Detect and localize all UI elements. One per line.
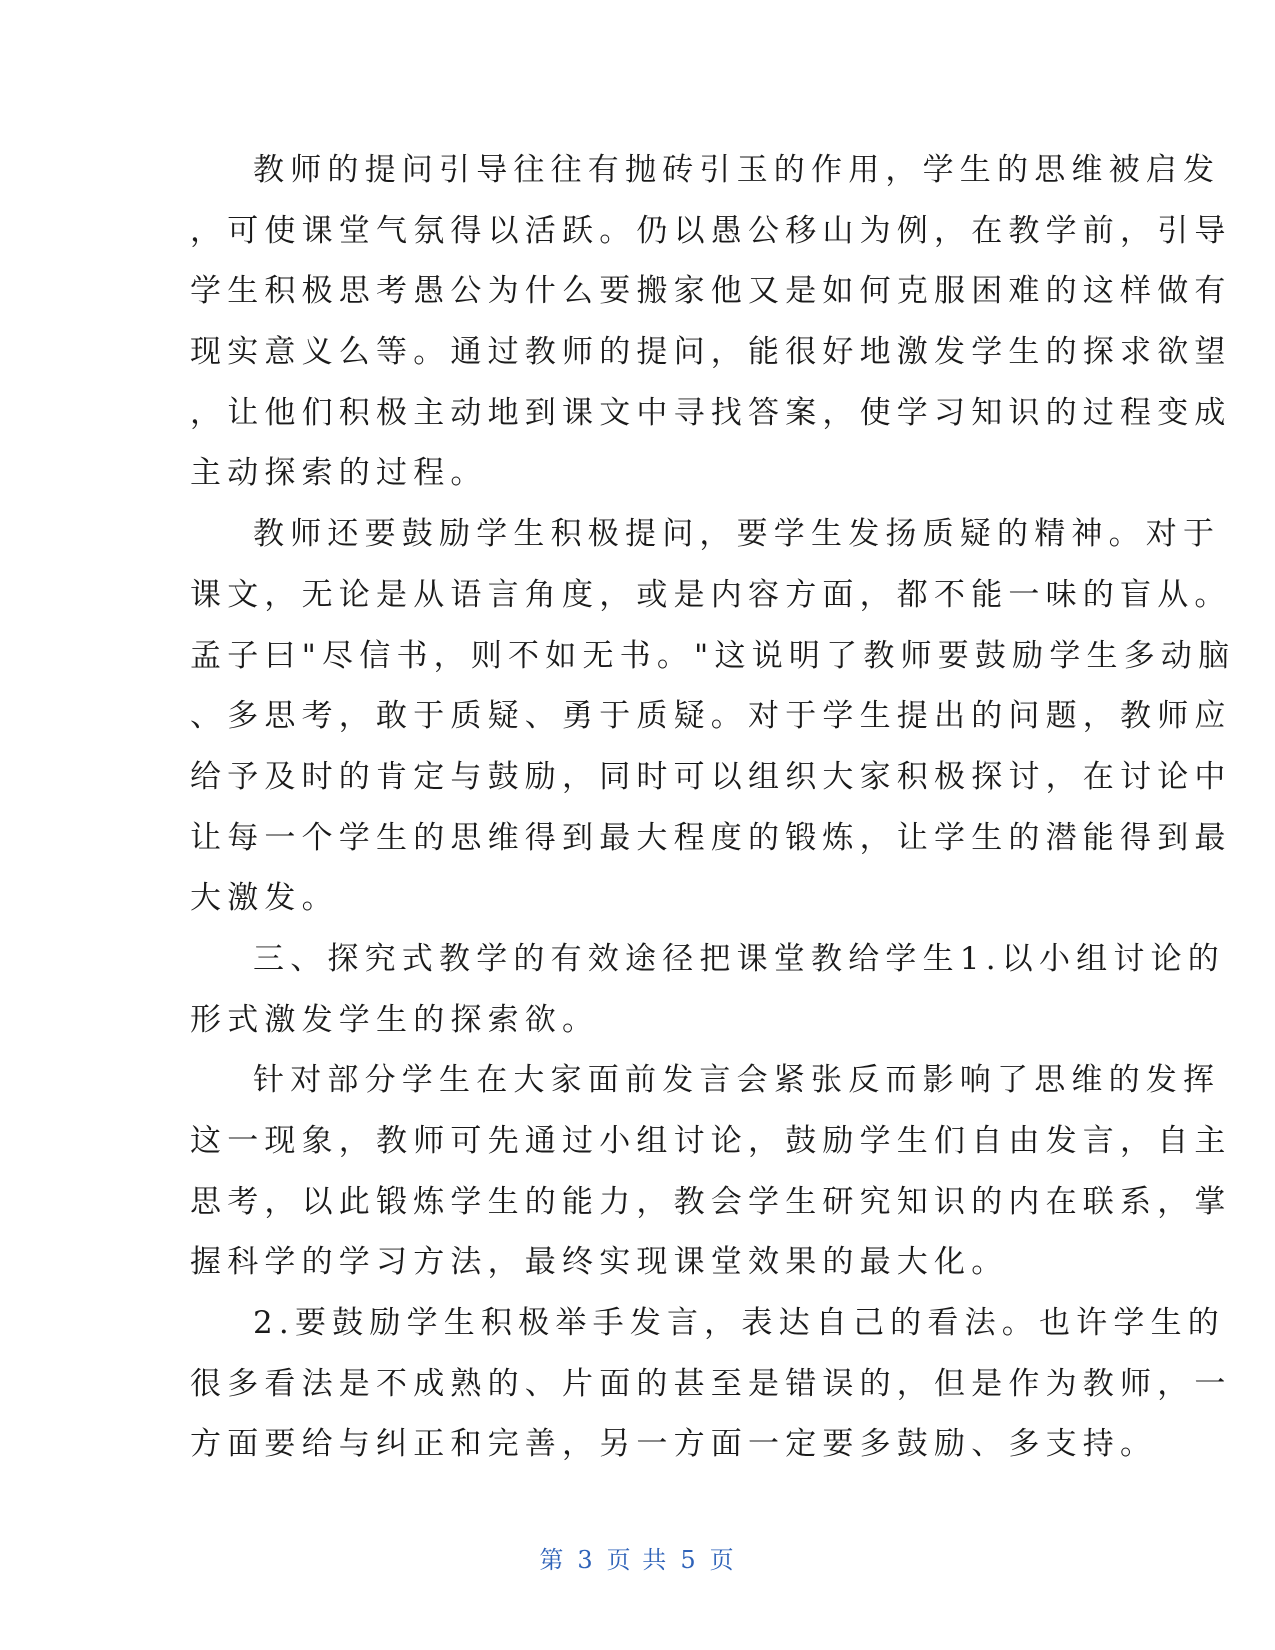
text-line: 针对部分学生在大家面前发言会紧张反而影响了思维的发挥 — [253, 1062, 1221, 1099]
text-line: 教师还要鼓励学生积极提问，要学生发扬质疑的精神。对于 — [253, 516, 1221, 553]
text-line: 主动探索的过程。 — [190, 455, 488, 492]
text-line: 孟子曰"尽信书，则不如无书。"这说明了教师要鼓励学生多动脑 — [190, 637, 1236, 674]
text-line: ，可使课堂气氛得以活跃。仍以愚公移山为例，在教学前，引导 — [190, 212, 1232, 249]
text-line: 大激发。 — [190, 880, 339, 917]
paragraph — [190, 929, 1225, 1050]
text-line: 让每一个学生的思维得到最大程度的锻炼，让学生的潜能得到最 — [190, 819, 1232, 856]
body-text — [190, 140, 1236, 1475]
text-line: 很多看法是不成熟的、片面的甚至是错误的，但是作为教师，一 — [190, 1365, 1232, 1402]
footer-suffix: 页 — [709, 1546, 736, 1574]
page-footer — [0, 1540, 1275, 1575]
current-page-number: 3 — [577, 1546, 595, 1574]
paragraph — [190, 140, 1232, 504]
text-line: 方面要给与纠正和完善，另一方面一定要多鼓励、多支持。 — [190, 1426, 1158, 1463]
text-line: 给予及时的肯定与鼓励，同时可以组织大家积极探讨，在讨论中 — [190, 758, 1232, 795]
text-line: 、多思考，敢于质疑、勇于质疑。对于学生提出的问题，教师应 — [190, 698, 1232, 735]
text-line: 三、探究式教学的有效途径把课堂教给学生1.以小组讨论的 — [253, 940, 1225, 977]
text-line: 思考，以此锻炼学生的能力，教会学生研究知识的内在联系，掌 — [190, 1183, 1232, 1220]
text-line: 课文，无论是从语言角度，或是内容方面，都不能一味的盲从。 — [190, 576, 1232, 613]
footer-prefix: 第 — [539, 1546, 566, 1574]
text-line: 学生积极思考愚公为什么要搬家他又是如何克服困难的这样做有 — [190, 273, 1232, 310]
text-line: 现实意义么等。通过教师的提问，能很好地激发学生的探求欲望 — [190, 334, 1232, 371]
paragraph — [190, 504, 1236, 929]
paragraph — [190, 1050, 1232, 1293]
text-line: 握科学的学习方法，最终实现课堂效果的最大化。 — [190, 1244, 1009, 1281]
text-line: 教师的提问引导往往有抛砖引玉的作用，学生的思维被启发 — [253, 152, 1221, 188]
text-line: ，让他们积极主动地到课文中寻找答案，使学习知识的过程变成 — [190, 394, 1232, 431]
text-line: 2.要鼓励学生积极举手发言，表达自己的看法。也许学生的 — [253, 1305, 1225, 1342]
footer-middle: 页 共 — [606, 1546, 669, 1574]
text-line: 这一现象，教师可先通过小组讨论，鼓励学生们自由发言，自主 — [190, 1123, 1232, 1159]
paragraph — [190, 1293, 1232, 1475]
text-line: 形式激发学生的探索欲。 — [190, 1001, 600, 1038]
total-pages-number: 5 — [680, 1546, 698, 1574]
